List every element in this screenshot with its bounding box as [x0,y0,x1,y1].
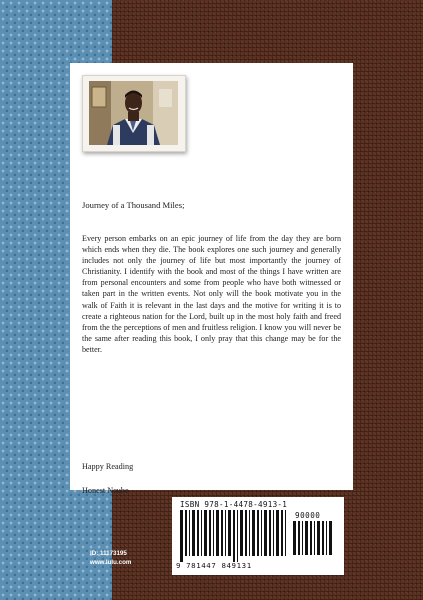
isbn-number: ISBN 978-1-4478-4913-1 [180,500,288,509]
text-panel [70,63,353,495]
ean-digits: 9 781447 849131 [176,561,252,570]
publisher-url: www.lulu.com [90,559,132,566]
author-photo [89,81,178,145]
publisher-id: ID: 11173195 [90,550,127,557]
author-photo-image [89,81,178,145]
author-photo-frame [82,75,186,152]
book-title-heading: Journey of a Thousand Miles; [82,200,185,210]
isbn-barcode [172,497,344,575]
price-code: 90000 [295,511,321,520]
ean-barcode-bars [180,510,290,562]
price-barcode-bars [293,521,335,561]
closing-line: Happy Reading [82,462,134,471]
author-name: Honest Ncube [82,486,129,495]
book-description: Every person embarks on an epic journey of life from the day they are born which ends when they die. The book explores one such journey and generally includes not only the journey of life but most importantly the journey of Christianity. I identify with the book and most of the things I have written are from personal encounters and some from people who have both witnessed or taken part in the written events. Not only will the book motivate you in the walk of Faith it is relevant in the last days and the motive for writing it is to create a righteous nation for the Lord, built up in the most holy faith and freed from the the perceptions of men and fruitless religion. I know you will never be the same after reading this book, I only pray that this change may be for the better. [82,234,341,354]
